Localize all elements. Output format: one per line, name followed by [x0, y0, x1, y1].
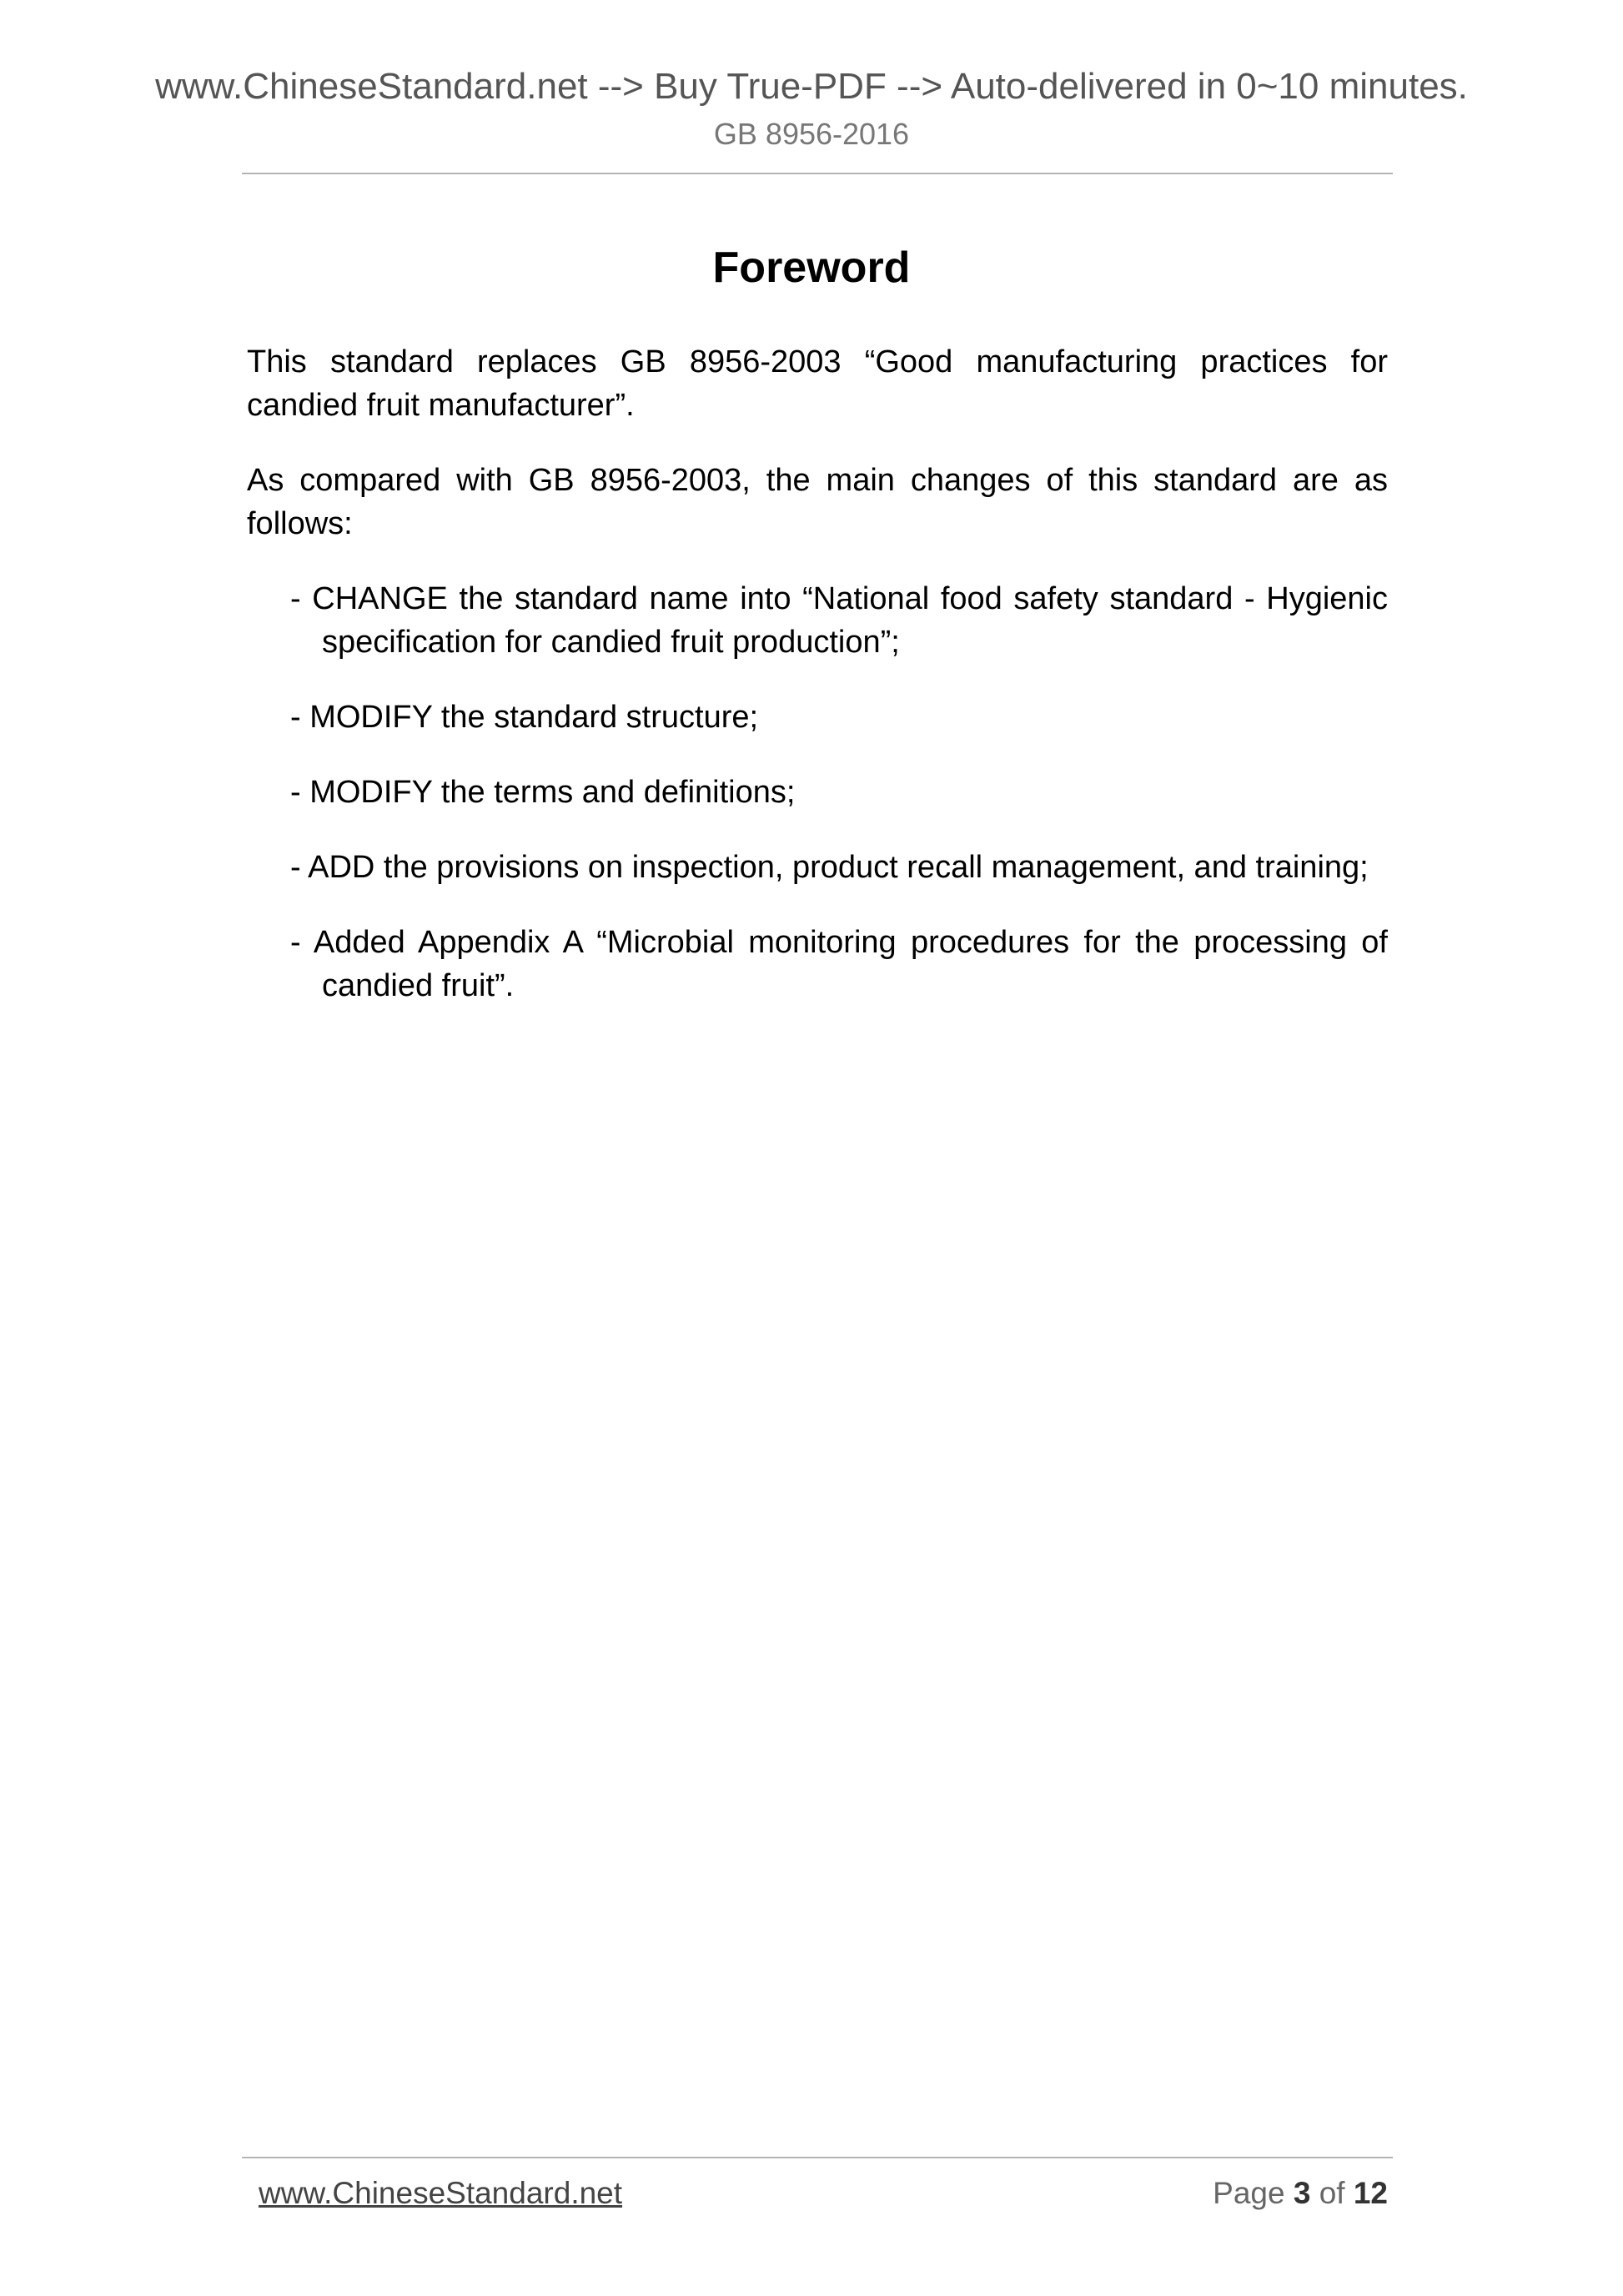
change-item: - MODIFY the terms and definitions; [290, 775, 796, 810]
page-title: Foreword [712, 244, 911, 292]
footer-site-link[interactable]: www.ChineseStandard.net [259, 2176, 623, 2210]
page-label: Page [1213, 2176, 1285, 2210]
intro-paragraph: This standard replaces GB 8956-2003 “Good manufacturing practices for candied fruit manufacturer”. [247, 344, 1388, 423]
document-code: GB 8956-2016 [713, 117, 910, 151]
footer-divider [242, 2157, 1393, 2158]
change-item: - CHANGE the standard name into “National food safety standard - Hygienic specification for candied fruit production”; [290, 581, 1388, 660]
change-item: - ADD the provisions on inspection, product recall management, and training; [290, 850, 1369, 885]
page-of-label: of [1319, 2176, 1345, 2210]
change-item: - MODIFY the standard structure; [290, 700, 759, 735]
page-current: 3 [1293, 2176, 1311, 2210]
page-total: 12 [1353, 2176, 1388, 2210]
changes-list [247, 577, 1388, 1007]
document-body [247, 340, 1388, 1039]
page-indicator [1213, 2173, 1388, 2213]
change-item: - Added Appendix A “Microbial monitoring procedures for the processing of candied fruit”. [290, 925, 1388, 1003]
changes-intro-paragraph: As compared with GB 8956-2003, the main changes of this standard are as follows: [247, 463, 1388, 541]
header-divider [242, 173, 1393, 174]
header-banner: www.ChineseStandard.net --> Buy True-PDF --> Auto-delivered in 0~10 minutes. [155, 66, 1468, 107]
